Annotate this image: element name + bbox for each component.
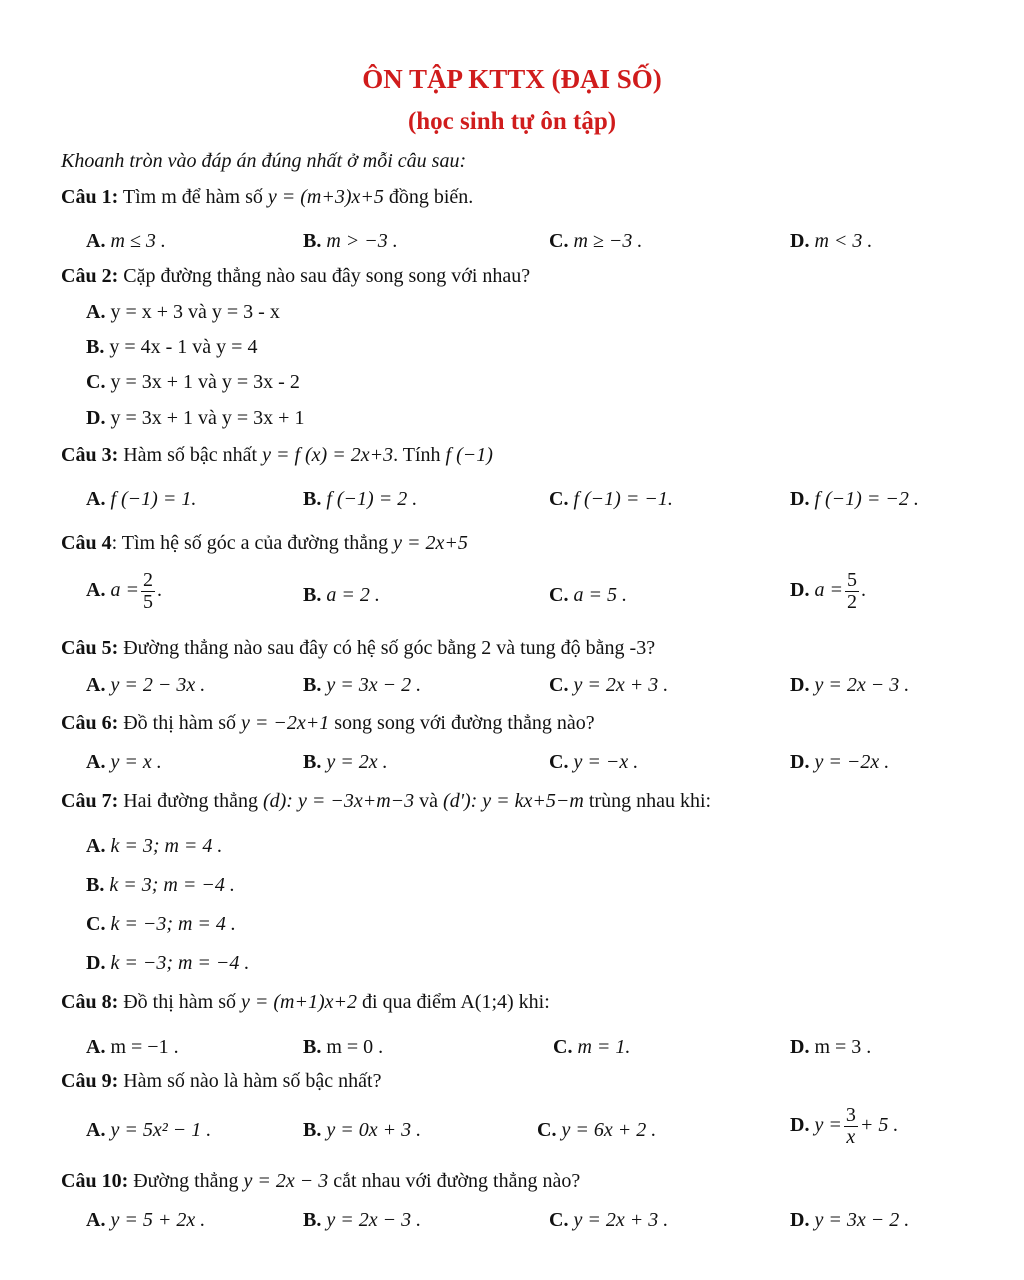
option-label: C. (549, 674, 569, 696)
option-label: C. (549, 1209, 569, 1231)
option-text: f (−1) = 1. (110, 488, 197, 510)
option-d (790, 1036, 871, 1059)
question-math: y = f (x) = 2x+3 (262, 444, 394, 466)
question-label: Câu 6: (61, 712, 119, 734)
question-math: y = (m+3)x+5 (267, 186, 384, 208)
option-text: y = 6x + 2 . (561, 1119, 657, 1141)
option-label: A. (86, 1209, 106, 1231)
option-text: y = 3x + 1 và y = 3x + 1 (110, 407, 305, 429)
page-title: ÔN TẬP KTTX (ĐẠI SỐ) (362, 64, 662, 94)
question-math: y = 2x − 3 (243, 1170, 329, 1192)
option-c (553, 1036, 630, 1059)
option-b (303, 488, 417, 511)
option-label: C. (86, 913, 106, 935)
option-label: B. (303, 1209, 322, 1231)
option-text: y = 2x + 3 . (573, 1209, 669, 1231)
option-label: C. (86, 371, 106, 393)
option-label: C. (553, 1036, 573, 1058)
option-b (303, 230, 398, 253)
option-c (537, 1119, 656, 1142)
option-text: m < 3 . (814, 230, 873, 252)
option-label: A. (86, 301, 106, 323)
option-c (549, 488, 673, 511)
option-a (86, 1209, 205, 1232)
option-label: A. (86, 579, 106, 602)
page-subtitle: (học sinh tự ôn tập) (407, 108, 617, 135)
option-text: a = 5 . (573, 584, 627, 606)
option-d (790, 488, 919, 511)
question-label: Câu 3: (61, 444, 119, 466)
question-tail: cắt nhau với đường thẳng nào? (333, 1170, 581, 1192)
question-label: Câu 2: (61, 265, 119, 287)
question-5 (61, 637, 655, 660)
option-label: B. (303, 1036, 322, 1058)
option-a (86, 1036, 179, 1059)
option-text: y = 2x + 3 . (573, 674, 669, 696)
option-label: C. (549, 584, 569, 606)
option-text: f (−1) = −2 . (814, 488, 919, 510)
option-label: A. (86, 674, 106, 696)
question-tail-2: trùng nhau khi: (588, 790, 712, 812)
option-text: y = 4x - 1 và y = 4 (109, 336, 258, 358)
option-text: m = −1 . (110, 1036, 179, 1058)
option-b (86, 336, 257, 359)
question-2 (61, 265, 530, 288)
option-label: D. (86, 407, 106, 429)
option-a (86, 674, 205, 697)
option-label: D. (790, 230, 810, 252)
option-d (790, 1209, 909, 1232)
option-label: A. (86, 1036, 106, 1058)
option-d (790, 1105, 898, 1148)
option-text: k = 3; m = −4 . (109, 874, 235, 896)
option-text: y = 5 + 2x . (110, 1209, 206, 1231)
option-label: A. (86, 835, 106, 857)
question-tail: . Tính (393, 444, 441, 466)
numerator: 2 (142, 569, 153, 591)
question-9 (61, 1070, 382, 1093)
option-a (86, 488, 196, 511)
question-tail: đi qua điểm A(1;4) khi: (362, 991, 550, 1013)
option-label: C. (549, 488, 569, 510)
option-text: y = −x . (573, 751, 639, 773)
option-c (549, 674, 668, 697)
question-math-2: (d'): y = kx+5−m (443, 790, 584, 812)
option-label: A. (86, 751, 106, 773)
option-c (549, 230, 642, 253)
option-a (86, 230, 166, 253)
instruction: Khoanh tròn vào đáp án đúng nhất ở mỗi câu sau: (61, 150, 467, 172)
fraction (844, 1105, 858, 1148)
option-text: y = 2x . (326, 751, 388, 773)
option-text: y = (814, 1114, 842, 1137)
option-a (86, 301, 280, 324)
question-tail: và (419, 790, 439, 812)
option-label: C. (537, 1119, 557, 1141)
option-b (303, 584, 380, 607)
option-text: a = 2 . (326, 584, 380, 606)
question-label: Câu 7: (61, 790, 119, 812)
question-text: Hàm số bậc nhất (123, 444, 258, 466)
option-b (303, 674, 421, 697)
question-text: Hai đường thẳng (123, 790, 258, 812)
question-10 (61, 1170, 580, 1193)
option-label: A. (86, 1119, 106, 1141)
option-text: f (−1) = −1. (573, 488, 673, 510)
option-label: A. (86, 488, 106, 510)
option-text: m = 0 . (326, 1036, 384, 1058)
option-label: B. (303, 230, 322, 252)
option-label: D. (790, 674, 810, 696)
option-text: y = −2x . (814, 751, 890, 773)
option-d (790, 570, 866, 613)
option-text: m ≤ 3 . (110, 230, 166, 252)
question-label: Câu 1: (61, 186, 119, 208)
question-4 (61, 532, 468, 555)
option-a (86, 751, 162, 774)
question-math: (d): y = −3x+m−3 (262, 790, 415, 812)
question-1 (61, 186, 473, 209)
option-label: B. (303, 1119, 322, 1141)
fraction (845, 570, 859, 613)
option-text: y = 3x − 2 . (814, 1209, 910, 1231)
option-b (303, 751, 388, 774)
option-d (790, 674, 909, 697)
option-text: y = 0x + 3 . (326, 1119, 422, 1141)
option-label: B. (303, 751, 322, 773)
option-c (549, 1209, 668, 1232)
option-text: m = 1. (577, 1036, 631, 1058)
option-text: m > −3 . (326, 230, 398, 252)
question-tail: đồng biến. (388, 186, 474, 208)
option-text: y = 3x − 2 . (326, 674, 422, 696)
option-d (86, 952, 249, 975)
option-label: B. (86, 336, 105, 358)
question-math-2: f (−1) (445, 444, 493, 466)
option-c (549, 751, 638, 774)
question-text: Đồ thị hàm số (123, 991, 237, 1013)
option-text: y = 5x² − 1 . (110, 1119, 212, 1141)
option-text-end: . (156, 579, 162, 602)
option-text-end: + 5 . (859, 1114, 899, 1137)
question-math: y = 2x+5 (393, 532, 468, 554)
question-text: Đồ thị hàm số (123, 712, 237, 734)
option-b (303, 1119, 421, 1142)
option-text: k = −3; m = 4 . (110, 913, 236, 935)
option-b (86, 874, 235, 897)
option-label: B. (303, 584, 322, 606)
option-b (303, 1209, 421, 1232)
question-label: Câu 10: (61, 1170, 129, 1192)
option-text: a = (110, 579, 139, 602)
option-text: a = (814, 579, 843, 602)
option-d (790, 230, 872, 253)
option-text: m = 3 . (814, 1036, 872, 1058)
option-text: y = 3x + 1 và y = 3x - 2 (110, 371, 300, 393)
option-c (86, 371, 300, 394)
option-c (549, 584, 627, 607)
question-math: y = −2x+1 (241, 712, 330, 734)
numerator: 5 (846, 569, 857, 591)
question-6 (61, 712, 595, 735)
question-tail: song song với đường thẳng nào? (334, 712, 595, 734)
option-text: y = x + 3 và y = 3 - x (110, 301, 280, 323)
option-label: D. (86, 952, 106, 974)
question-text: Cặp đường thẳng nào sau đây song song với nhau? (123, 265, 531, 287)
question-label: Câu 5: (61, 637, 119, 659)
question-label: Câu 9: (61, 1070, 119, 1092)
option-text: y = 2x − 3 . (326, 1209, 422, 1231)
option-d (790, 751, 889, 774)
denominator: 2 (846, 591, 857, 613)
fraction (141, 570, 155, 613)
option-text: k = 3; m = 4 . (110, 835, 223, 857)
option-c (86, 913, 236, 936)
option-label: D. (790, 1114, 810, 1137)
question-text: : Tìm hệ số góc a của đường thẳng (111, 532, 389, 554)
option-a (86, 570, 162, 613)
option-a (86, 835, 222, 858)
option-label: C. (549, 230, 569, 252)
option-label: D. (790, 579, 810, 602)
question-8 (61, 991, 550, 1014)
numerator: 3 (845, 1104, 856, 1126)
denominator: 5 (142, 591, 153, 613)
option-label: D. (790, 1036, 810, 1058)
option-text: y = x . (110, 751, 162, 773)
option-text: y = 2x − 3 . (814, 674, 910, 696)
option-label: D. (790, 1209, 810, 1231)
option-text: m ≥ −3 . (573, 230, 643, 252)
option-text: f (−1) = 2 . (326, 488, 418, 510)
question-label: Câu 8: (61, 991, 119, 1013)
option-label: D. (790, 751, 810, 773)
option-d (86, 407, 304, 430)
question-text: Hàm số nào là hàm số bậc nhất? (123, 1070, 382, 1092)
option-text: k = −3; m = −4 . (110, 952, 250, 974)
question-7 (61, 790, 711, 813)
option-b (303, 1036, 383, 1059)
question-text: Tìm m để hàm số (122, 186, 263, 208)
option-label: C. (549, 751, 569, 773)
question-label: Câu 4 (61, 532, 112, 554)
option-label: D. (790, 488, 810, 510)
option-label: B. (303, 488, 322, 510)
question-3 (61, 444, 493, 467)
option-a (86, 1119, 211, 1142)
option-text-end: . (860, 579, 866, 602)
denominator: x (846, 1126, 856, 1148)
question-math: y = (m+1)x+2 (241, 991, 358, 1013)
option-label: B. (86, 874, 105, 896)
option-label: A. (86, 230, 106, 252)
question-text: Đường thẳng nào sau đây có hệ số góc bằng 2 và tung độ bằng -3? (123, 637, 656, 659)
option-text: y = 2 − 3x . (110, 674, 206, 696)
option-label: B. (303, 674, 322, 696)
question-text: Đường thẳng (133, 1170, 239, 1192)
